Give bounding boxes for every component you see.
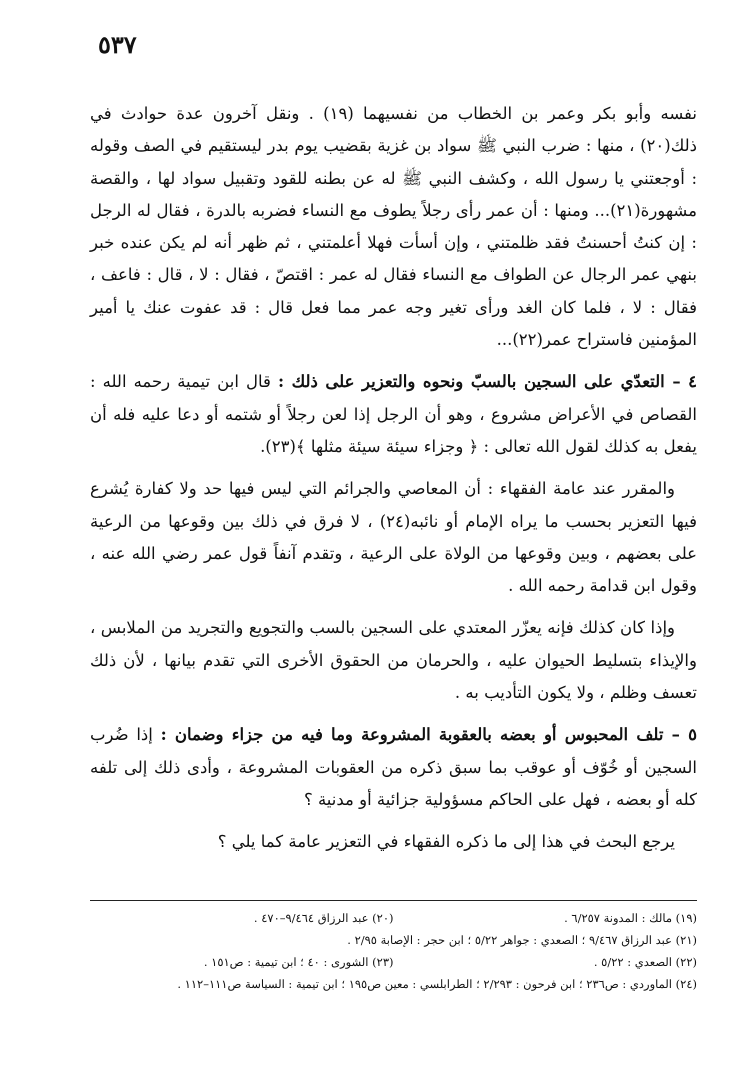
- footnotes: [90, 900, 697, 995]
- section-4: [90, 366, 697, 463]
- main-text: [90, 98, 697, 869]
- section-heading: ٥ – تلف المحبوس أو بعضه بالعقوبة المشروعة وما فيه من جزاء وضمان :: [160, 725, 697, 745]
- paragraph-text: نفسه وأبو بكر وعمر بن الخطاب من نفسيهما (١٩) . ونقل آخرون عدة حوادث في ذلك(٢٠) ، منها : ضرب النبي ﷺ سواد بن غزية بقضيب يوم بدر ليستقيم في الصف وقوله : أوجعتني يا رسول الله ، وكشف النبي ﷺ له عن بطنه للقود وتقبيل سواد لها ، والقصة مشهورة(٢١)... ومنها : أن عمر رأى رجلاً يطوف مع النساء فضربه بالدرة ، فقال له الرجل : إن كنتُ أحسنتُ فقد ظلمتني ، وإن أسأت فهلا أعلمتني ، ثم ظهر أنه لم يكن عنده خبر بنهي عمر الرجال عن الطواف مع النساء فقال له عمر : اقتصّ ، فقال : لا ، قال : فاعف ، فقال : لا ، فلما كان الغد ورأى تغير وجه عمر مما فعل قال : قد عفوت عنك يا أمير المؤمنين فاستراح عمر(٢٢)...: [90, 104, 697, 350]
- paragraph-text: والمقرر عند عامة الفقهاء : أن المعاصي والجرائم التي ليس فيها حد ولا كفارة يُشرع فيها التعزير بحسب ما يراه الإمام أو نائبه(٢٤) ، لا فرق في ذلك بين وقوعها من الرعية على بعضهم ، وبين وقوعها من الولاة على الرعية ، وتقدم آنفاً قول عمر رضي الله عنه ، وقول ابن قدامة رحمه الله .: [90, 479, 697, 596]
- paragraph-text: وإذا كان كذلك فإنه يعزّر المعتدي على السجين بالسب والتجويع والتجريد من الملابس ، والإيذاء بتسليط الحيوان عليه ، والحرمان من الحقوق الأخرى التي تقدم بيانها ، لأن ذلك تعسف وظلم ، ولا يكون التأديب به .: [90, 618, 697, 703]
- section-heading: ٤ – التعدّي على السجين بالسبّ ونحوه والتعزير على ذلك :: [277, 372, 697, 392]
- paragraph-6: [90, 826, 697, 858]
- paragraph-text: قال ابن تيمية رحمه الله : القصاص في الأعراض مشروع ، وهو أن الرجل إذا لعن رجلاً أو شتمه أو دعا عليه فله أن يفعل به كذلك لقول الله تعالى : ﴿ وجزاء سيئة سيئة مثلها ﴾(٢٣).: [90, 372, 697, 456]
- section-5: [90, 719, 697, 816]
- paragraph-text: إذا ضُرب السجين أو خُوّف أو عوقب بما سبق ذكره من العقوبات المشروعة ، وأدى ذلك إلى تلفه كله أو بعضه ، فهل على الحاكم مسؤولية جزائية أو مدنية ؟: [90, 725, 697, 809]
- footnote-row: [90, 951, 697, 973]
- page-number: ٥٣٧: [98, 30, 137, 59]
- footnote-row: [90, 907, 697, 929]
- paragraph-3: [90, 473, 697, 602]
- footnote-divider: [90, 900, 697, 901]
- paragraph-4: [90, 612, 697, 709]
- footnote-21: (٢١) عبد الرزاق ٩/٤٦٧ ؛ الصعدي : جواهر ٥/٢٢ ؛ ابن حجر : الإصابة ٢/٩٥ .: [347, 933, 697, 947]
- footnote-24: (٢٤) الماوردي : ص٢٣٦ ؛ ابن فرحون : ٢/٢٩٣ ؛ الطرابلسي : معين ص١٩٥ ؛ ابن تيمية : السياسة ص١١١–١١٢ .: [177, 977, 697, 991]
- paragraph-text: يرجع البحث في هذا إلى ما ذكره الفقهاء في التعزير عامة كما يلي ؟: [217, 832, 675, 852]
- footnote-23: (٢٣) الشورى : ٤٠ ؛ ابن تيمية : ص١٥١ .: [203, 955, 394, 969]
- footnote-22: (٢٢) الصعدي : ٥/٢٢ .: [593, 955, 697, 969]
- footnote-19: (١٩) مالك : المدونة ٦/٢٥٧ .: [564, 911, 697, 925]
- footnote-20: (٢٠) عبد الرزاق ٩/٤٦٤–٤٧٠ .: [253, 911, 394, 925]
- paragraph-1: [90, 98, 697, 356]
